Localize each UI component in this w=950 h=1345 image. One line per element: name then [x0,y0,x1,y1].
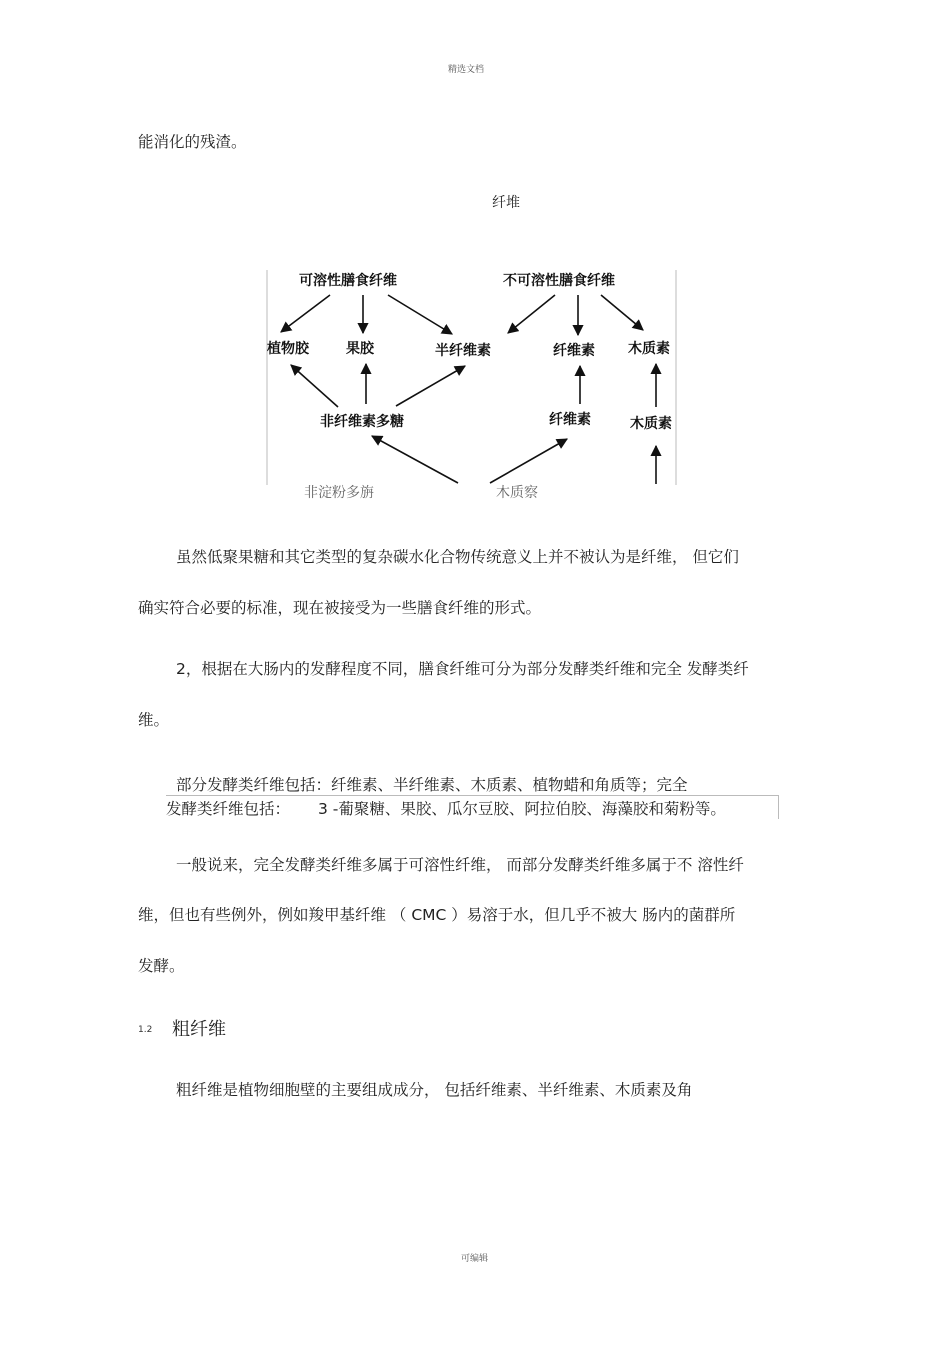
label-lignin-bottom: 木质察 [496,485,538,501]
paragraph-4-line-1: 一般说来，完全发酵类纤维多属于可溶性纤维， 而部分发酵类纤维多属于不 溶性纤 [176,856,744,874]
page-footer: 可编辑 [461,1254,489,1264]
arrow-soluble-to-hemicellulose [388,295,452,334]
label-lignin-top: 木质素 [628,341,670,357]
label-non-starch-polysaccharide: 非淀粉多旃 [304,485,374,501]
paragraph-2-line-2: 维。 [138,711,170,729]
arrow-ncp-to-hemicellulose [396,366,465,406]
arrow-bottom-to-ncp [372,436,458,483]
paragraph-2-line-1: 2，根据在大肠内的发酵程度不同，膳食纤维可分为部分发酵类纤维和完全 发酵类纤 [176,660,749,678]
paragraph-4-line-2: 维，但也有些例外，例如羧甲基纤维 （ CMC ）易溶于水，但几乎不被大 肠内的菌群所 [138,906,736,924]
paragraph-3-line-2b: 3 -葡聚糖、果胶、瓜尔豆胶、阿拉伯胶、海藻胶和菊粉等。 [318,800,726,818]
page-header: 精选文档 [448,65,485,75]
section-title: 粗纤维 [172,1019,226,1040]
paragraph-5-line-1: 粗纤维是植物细胞壁的主要组成成分， 包括纤维素、半纤维素、木质素及角 [176,1081,693,1099]
label-insoluble-fiber: 不可溶性膳食纤维 [503,273,615,289]
paragraph-1-line-2: 确实符合必要的标准，现在被接受为一些膳食纤维的形式。 [138,599,542,617]
arrow-soluble-to-plant-gum [281,295,330,332]
paragraph-3-line-2a: 发酵类纤维包括： [166,800,291,818]
label-lignin-mid: 木质素 [630,416,672,432]
label-soluble-fiber: 可溶性膳食纤维 [299,273,397,289]
arrow-insoluble-to-lignin [601,295,643,330]
section-number: 1.2 [138,1025,153,1035]
paragraph-3-rule-right [778,795,779,819]
label-cellulose-mid: 纤维素 [549,412,591,428]
label-cellulose-top: 纤维素 [553,343,595,359]
arrow-bottom-to-cellulose [490,439,567,483]
paragraph-3-rule [166,795,778,796]
diagram-title: 纤堆 [492,195,520,211]
label-non-cellulose-polysaccharide: 非纤维素多糖 [320,414,404,430]
label-pectin: 果胶 [346,341,374,357]
label-hemicellulose: 半纤维素 [435,343,491,359]
label-plant-gum: 植物胶 [267,341,309,357]
paragraph-1-line-1: 虽然低聚果糖和其它类型的复杂碳水化合物传统意义上并不被认为是纤维， 但它们 [176,548,739,566]
fiber-classification-diagram [0,0,950,520]
paragraph-4-line-3: 发酵。 [138,957,185,975]
arrow-ncp-to-plant-gum [291,365,338,407]
arrow-insoluble-to-hemicellulose [508,295,555,333]
paragraph-3-line-1: 部分发酵类纤维包括：纤维素、半纤维素、木质素、植物蜡和角质等；完全 [176,776,688,794]
paragraph-intro: 能消化的残渣。 [138,133,247,151]
